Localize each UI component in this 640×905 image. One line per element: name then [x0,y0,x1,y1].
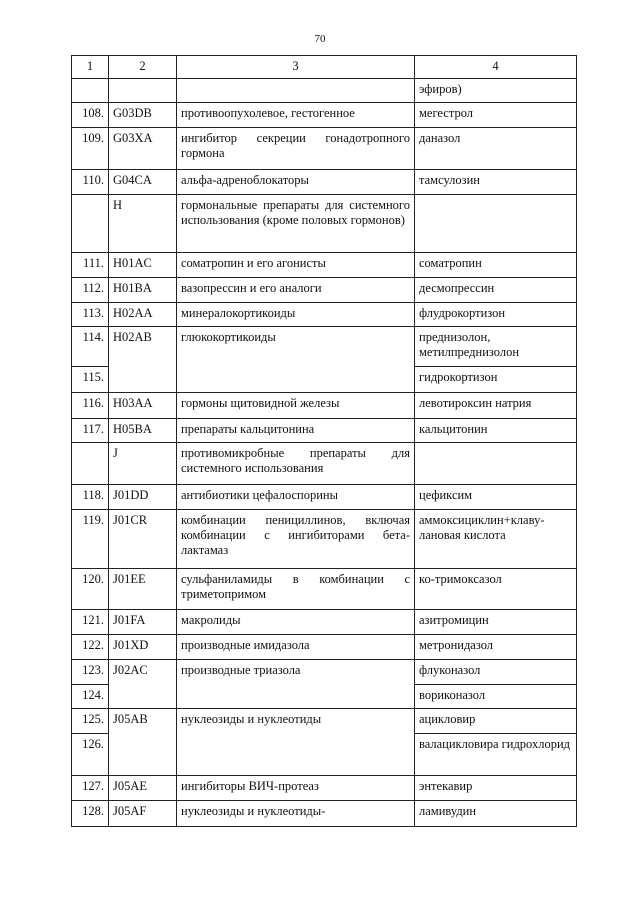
atc-group: минералокортикоиды [177,303,415,327]
table-row [72,79,577,103]
table-row [72,776,577,801]
row-number: 119. [72,510,109,569]
drug-name: мегестрол [415,103,577,128]
header-cell-4: 4 [415,56,577,79]
drug-table [71,55,577,827]
row-number: 125. [72,709,109,734]
row-number: 116. [72,393,109,419]
atc-group: соматропин и его агонисты [177,253,415,278]
table-row [72,443,577,485]
atc-group: гормоны щитовидной железы [177,393,415,419]
row-number: 112. [72,278,109,303]
drug-name [415,195,577,253]
drug-name: кальцитонин [415,419,577,443]
drug-name: левотироксин натрия [415,393,577,419]
row-number: 126. [72,734,109,776]
row-number: 128. [72,801,109,827]
drug-name: ламивудин [415,801,577,827]
atc-code: H01AC [109,253,177,278]
table-row [72,303,577,327]
drug-name: флудрокортизон [415,303,577,327]
row-number: 127. [72,776,109,801]
drug-name: флуконазол [415,660,577,685]
drug-name: ацикловир [415,709,577,734]
atc-group: производные имидазола [177,635,415,660]
atc-code: H02AA [109,303,177,327]
atc-code: H02AB [109,327,177,393]
drug-name: энтекавир [415,776,577,801]
row-number: 123. [72,660,109,685]
drug-name: тамсулозин [415,170,577,195]
table-row [72,709,577,734]
atc-group: альфа-адреноблокаторы [177,170,415,195]
page-number: 70 [314,33,326,45]
row-number: 122. [72,635,109,660]
row-number [72,195,109,253]
drug-name: азитромицин [415,610,577,635]
drug-name: соматропин [415,253,577,278]
atc-code: H05BA [109,419,177,443]
row-number: 115. [72,367,109,393]
table-row [72,569,577,610]
table-row [72,635,577,660]
header-cell-2: 2 [109,56,177,79]
drug-name: метронидазол [415,635,577,660]
table-row [72,393,577,419]
drug-name: цефиксим [415,485,577,510]
atc-code: G03XA [109,128,177,170]
table-row [72,253,577,278]
atc-code: J05AE [109,776,177,801]
drug-name: десмопрессин [415,278,577,303]
atc-code [109,79,177,103]
row-number: 108. [72,103,109,128]
atc-group: макролиды [177,610,415,635]
atc-code: J01CR [109,510,177,569]
atc-group: ингибиторы ВИЧ-протеаз [177,776,415,801]
row-number: 121. [72,610,109,635]
atc-group: глюкокортикоиды [177,327,415,393]
atc-code: J [109,443,177,485]
drug-name: эфиров) [415,79,577,103]
atc-code: H03AA [109,393,177,419]
table-row [72,170,577,195]
atc-group: противомикробные препараты для системного использования [177,443,415,485]
atc-code: J01XD [109,635,177,660]
row-number: 114. [72,327,109,367]
row-number: 118. [72,485,109,510]
table-row [72,195,577,253]
atc-group: вазопрессин и его аналоги [177,278,415,303]
atc-group: сульфаниламиды в комбинации с триметопримом [177,569,415,610]
table-row [72,103,577,128]
drug-name: преднизолон, метилпреднизолон [415,327,577,367]
atc-code: J05AF [109,801,177,827]
atc-code: J01DD [109,485,177,510]
table-row [72,327,577,367]
drug-name [415,443,577,485]
table-row [72,485,577,510]
atc-code: H [109,195,177,253]
table-row [72,801,577,827]
atc-code: J01FA [109,610,177,635]
table-row [72,660,577,685]
table-row [72,610,577,635]
row-number: 109. [72,128,109,170]
atc-group: ингибитор секреции гонадотропного гормона [177,128,415,170]
row-number: 117. [72,419,109,443]
atc-group: препараты кальцитонина [177,419,415,443]
drug-name: аммоксициклин+клаву-лановая кислота [415,510,577,569]
table-header-row [72,56,577,79]
table-row [72,278,577,303]
header-cell-3: 3 [177,56,415,79]
atc-group: антибиотики цефалоспорины [177,485,415,510]
row-number: 120. [72,569,109,610]
row-number [72,443,109,485]
row-number [72,79,109,103]
atc-group: противоопухолевое, гестогенное [177,103,415,128]
atc-group: нуклеозиды и нуклеотиды [177,709,415,776]
atc-code: J01EE [109,569,177,610]
atc-code: G04CA [109,170,177,195]
drug-name: ко-тримоксазол [415,569,577,610]
atc-group: производные триазола [177,660,415,709]
atc-code: J05AB [109,709,177,776]
atc-code: G03DB [109,103,177,128]
row-number: 111. [72,253,109,278]
atc-group: гормональные препараты для системного использования (кроме половых гормонов) [177,195,415,253]
row-number: 124. [72,685,109,709]
drug-name: валацикловира гидрохлорид [415,734,577,776]
atc-group [177,79,415,103]
table-row [72,510,577,569]
header-cell-1: 1 [72,56,109,79]
atc-group: комбинации пенициллинов, включая комбинации с ингибиторами бета-лактамаз [177,510,415,569]
table-row [72,419,577,443]
atc-code: J02AC [109,660,177,709]
row-number: 110. [72,170,109,195]
table-row [72,128,577,170]
drug-name: вориконазол [415,685,577,709]
atc-code: H01BA [109,278,177,303]
drug-name: даназол [415,128,577,170]
atc-group: нуклеозиды и нуклеотиды- [177,801,415,827]
row-number: 113. [72,303,109,327]
drug-name: гидрокортизон [415,367,577,393]
